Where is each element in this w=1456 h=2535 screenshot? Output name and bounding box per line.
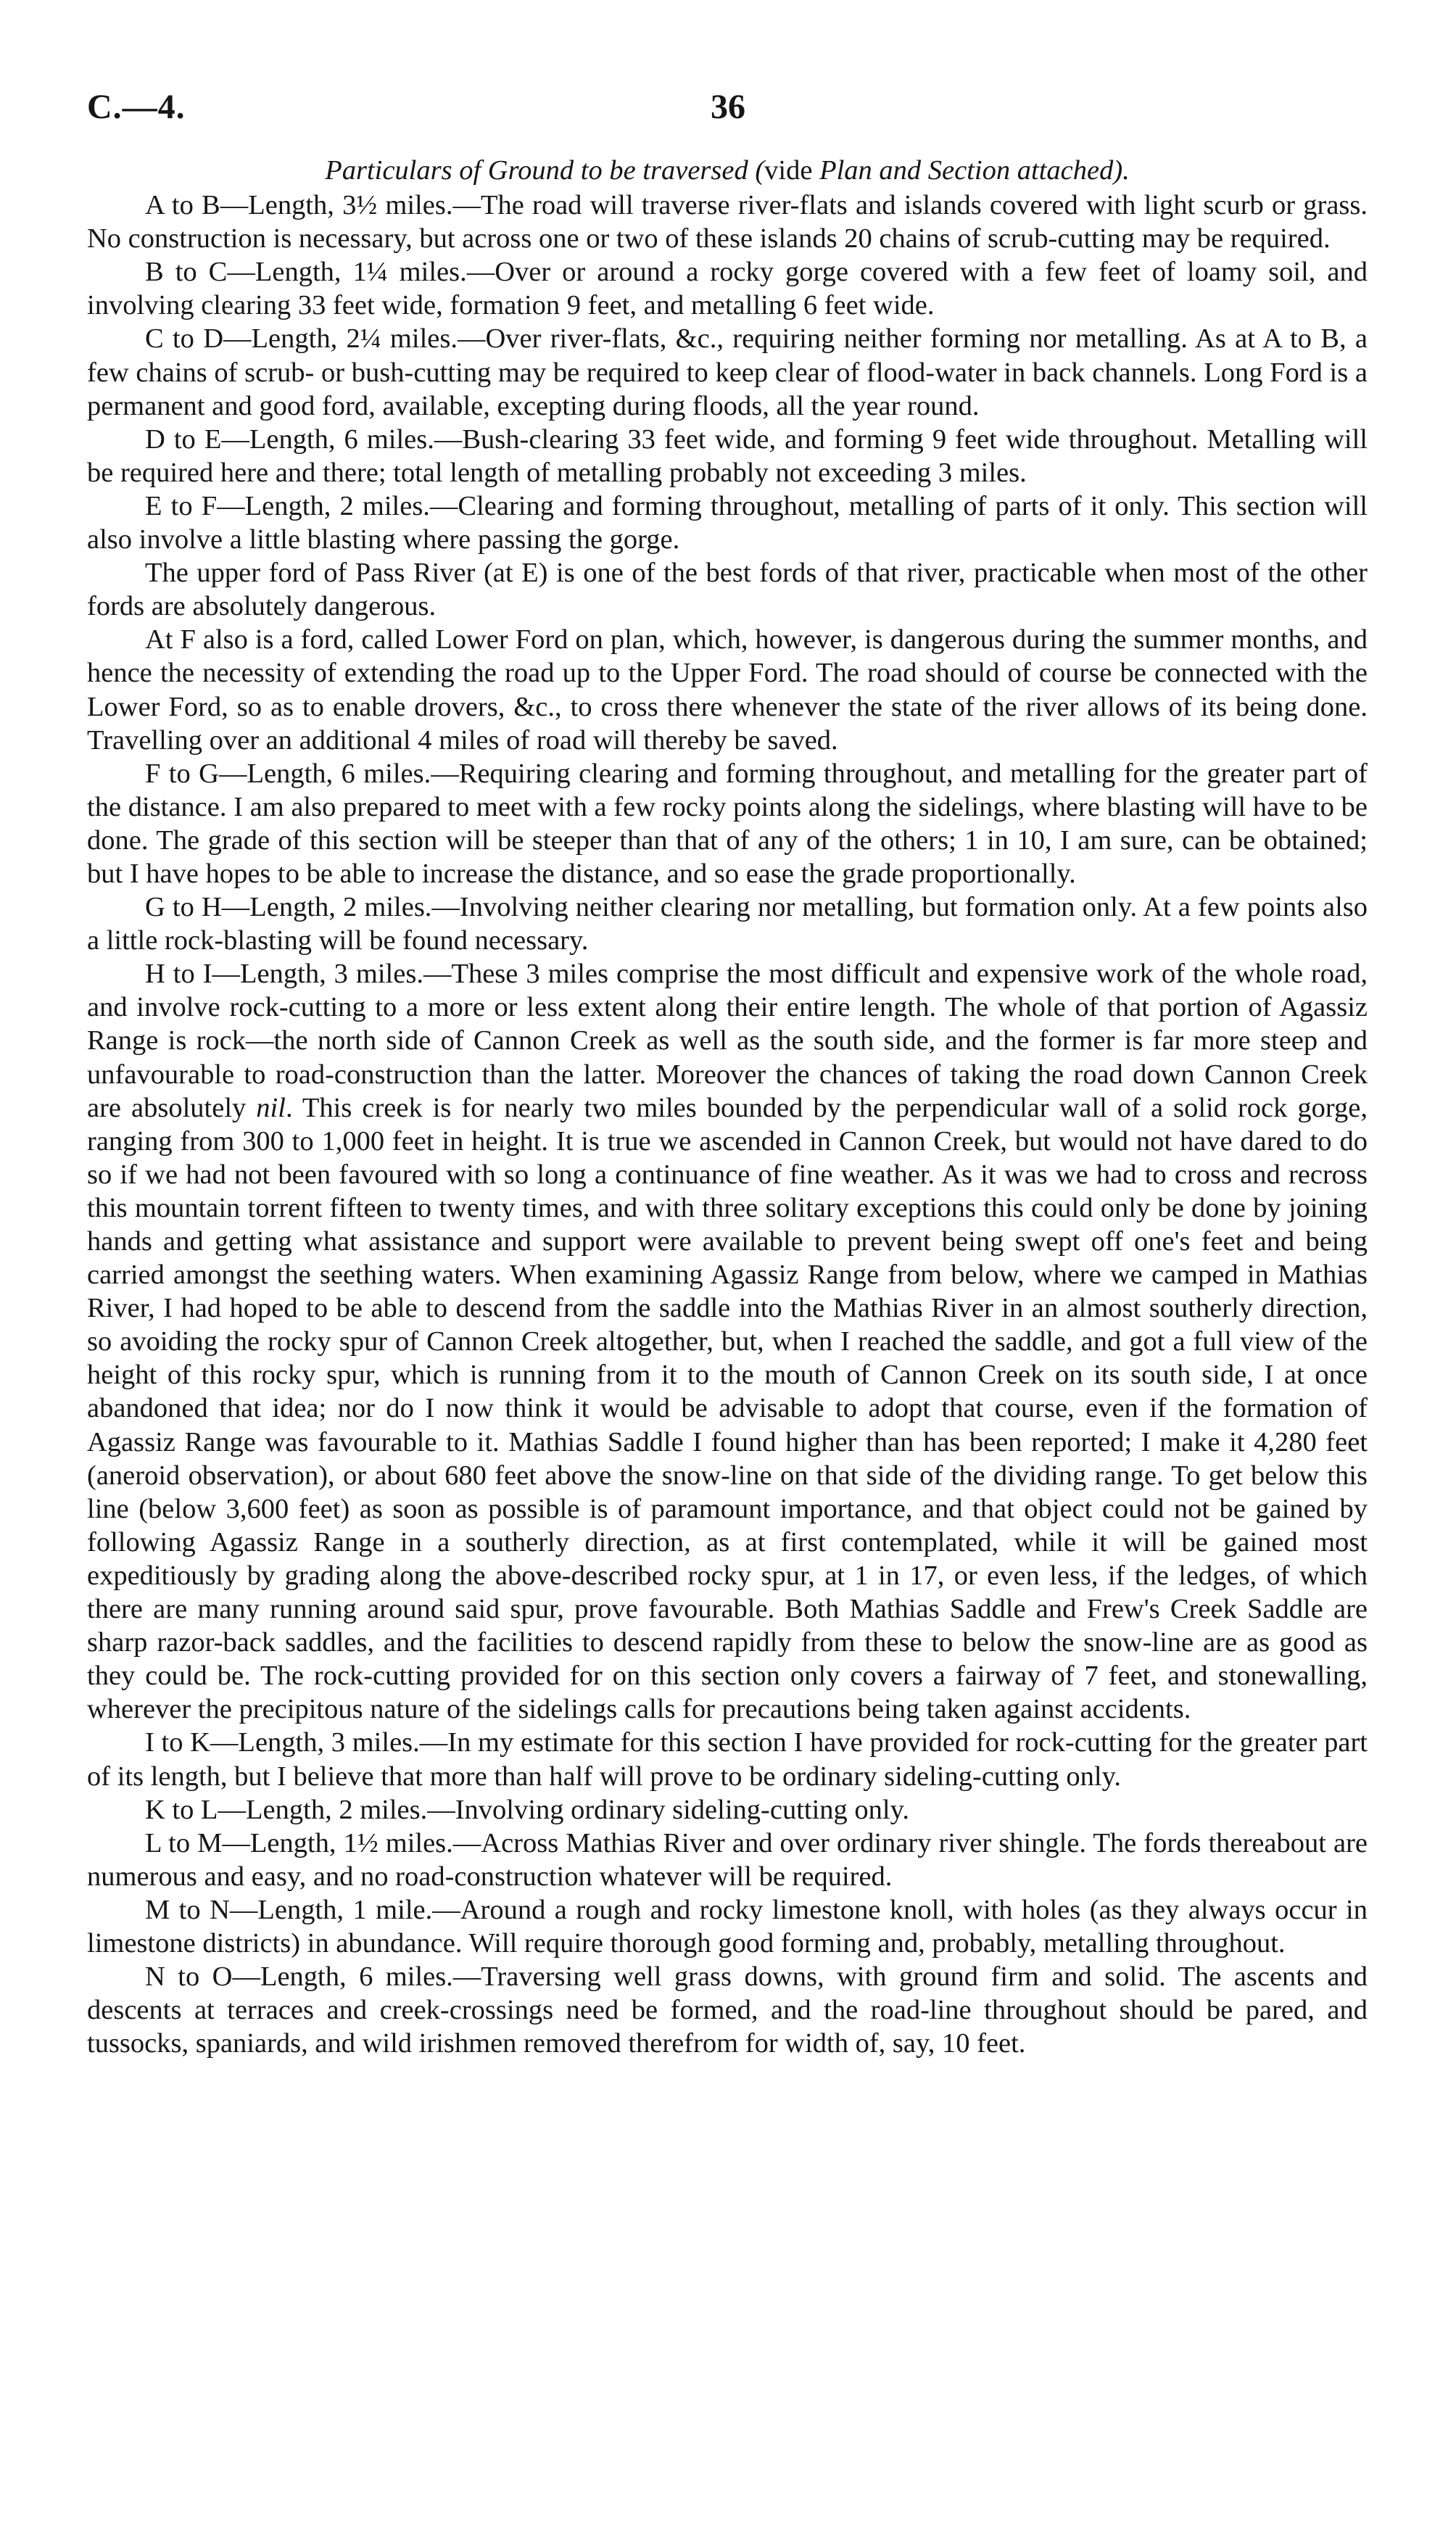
- paragraph-a-to-b: A to B—Length, 3½ miles.—The road will traverse river-flats and islands covered with light scurb or grass. No construction is necessary, but across one or two of these islands 20 chains of scrub-cutting may be required.: [87, 190, 1368, 255]
- h-to-i-text-start: H to I—Length, 3 miles.—These 3 miles comprise the most difficult and expensive work of the whole road, and involve rock-cutting to a more or less extent along their entire length. The whole of that portion of Agassiz Range is rock—the north side of Cannon Creek as well as the south side, and the former is far more steep and unfavourable to road-construction than the latter. Moreover the chances of taking the road down Cannon Creek are absolutely: [87, 959, 1368, 1123]
- page-header: [87, 87, 1369, 138]
- paragraph-g-to-h: G to H—Length, 2 miles.—Involving neither clearing nor metalling, but formation only. At a few points also a little rock-blasting will be found necessary.: [87, 892, 1368, 956]
- paragraph-lower-ford: At F also is a ford, called Lower Ford on plan, which, however, is dangerous during the summer months, and hence the necessity of extending the road up to the Upper Ford. The road should of course be connected with the Lower Ford, so as to enable drovers, &c., to cross there whenever the state of the river allows of its being done. Travelling over an additional 4 miles of road will thereby be saved.: [87, 624, 1368, 756]
- paragraph-m-to-n: M to N—Length, 1 mile.—Around a rough and rocky limestone knoll, with holes (as they always occur in limestone districts) in abundance. Will require thorough good forming and, probably, metalling throughout.: [87, 1894, 1368, 1959]
- paragraph-i-to-k: I to K—Length, 3 miles.—In my estimate for this section I have provided for rock-cutting for the greater part of its length, but I believe that more than half will prove to be ordinary sideling-cutting only.: [87, 1727, 1368, 1792]
- document-body: [87, 154, 1368, 2060]
- title-part-2: Plan and Section attached).: [812, 155, 1130, 186]
- paragraph-l-to-m: L to M—Length, 1½ miles.—Across Mathias River and over ordinary river shingle. The fords thereabout are numerous and easy, and no road-construction whatever will be required.: [87, 1827, 1368, 1892]
- section-title: [87, 154, 1368, 187]
- document-reference: C.—4.: [87, 88, 186, 126]
- paragraph-n-to-o: N to O—Length, 6 miles.—Traversing well grass downs, with ground firm and solid. The ascents and descents at terraces and creek-crossings need be formed, and the road-line throughout should be pared, and tussocks, spaniards, and wild irishmen removed therefrom for width of, say, 10 feet.: [87, 1961, 1368, 2059]
- paragraph-b-to-c: B to C—Length, 1¼ miles.—Over or around a rocky gorge covered with a few feet of loamy soil, and involving clearing 33 feet wide, formation 9 feet, and metalling 6 feet wide.: [87, 257, 1368, 321]
- h-to-i-emphasis: nil: [256, 1092, 286, 1123]
- paragraph-k-to-l: K to L—Length, 2 miles.—Involving ordinary sideling-cutting only.: [145, 1794, 909, 1825]
- paragraph-c-to-d: C to D—Length, 2¼ miles.—Over river-flats, &c., requiring neither forming nor metalling. As at A to B, a few chains of scrub- or bush-cutting may be required to keep clear of flood-water in back channels. Long Ford is a permanent and good ford, available, excepting during floods, all the year round.: [87, 323, 1368, 421]
- paragraph-upper-ford: The upper ford of Pass River (at E) is one of the best fords of that river, practicable when most of the other fords are absolutely dangerous.: [87, 558, 1368, 622]
- paragraph-f-to-g: F to G—Length, 6 miles.—Requiring clearing and forming throughout, and metalling for the greater part of the distance. I am also prepared to meet with a few rocky points along the sidelings, where blasting will have to be done. The grade of this section will be steeper than that of any of the others; 1 in 10, I am sure, can be obtained; but I have hopes to be able to increase the distance, and so ease the grade proportionally.: [87, 758, 1368, 889]
- page-number: 36: [711, 88, 745, 126]
- paragraph-d-to-e: D to E—Length, 6 miles.—Bush-clearing 33 feet wide, and forming 9 feet wide throughout. Metalling will be required here and there; total length of metalling probably not exceeding 3 miles.: [87, 423, 1368, 488]
- title-part-1: Particulars of Ground to be traversed (: [325, 155, 765, 186]
- title-vide: vide: [764, 155, 813, 186]
- paragraph-e-to-f: E to F—Length, 2 miles.—Clearing and forming throughout, metalling of parts of it only. This section will also involve a little blasting where passing the gorge.: [87, 490, 1368, 555]
- paragraph-h-to-i: [87, 957, 1368, 1726]
- h-to-i-text-end: . This creek is for nearly two miles bounded by the perpendicular wall of a solid rock gorge, ranging from 300 to 1,000 feet in height. It is true we ascended in Cannon Creek, but would not have dared to do so if we had not been favoured with so long a continuance of fine weather. As it was we had to cross and recross this mountain torrent fifteen to twenty times, and with three solitary exceptions this could only be done by joining hands and getting what assistance and support were available to prevent being swept off one's feet and being carried amongst the seething waters. When examining Agassiz Range from below, where we camped in Mathias River, I had hoped to be able to descend from the saddle into the Mathias River in an almost southerly direction, so avoiding the rocky spur of Cannon Creek altogether, but, when I reached the saddle, and got a full view of the height of this rocky spur, which is running from it to the mouth of Cannon Creek on its south side, I at once abandoned that idea; nor do I now think it would be advisable to adopt that course, even if the formation of Agassiz Range was favourable to it. Mathias Saddle I found higher than has been reported; I make it 4,280 feet (aneroid observation), or about 680 feet above the snow-line on that side of the dividing range. To get below this line (below 3,600 feet) as soon as possible is of paramount importance, and that object could not be gained by following Agassiz Range in a southerly direction, as at first contemplated, while it will be gained most expeditiously by grading along the above-described rocky spur, at 1 in 17, or even less, if the ledges, of which there are many running around said spur, prove favourable. Both Mathias Saddle and Frew's Creek Saddle are sharp razor-back saddles, and the facilities to descend rapidly from these to below the snow-line are as good as they could be. The rock-cutting provided for on this section only covers a fairway of 7 feet, and stonewalling, wherever the precipitous nature of the sidelings calls for precautions being taken against accidents.: [87, 1092, 1368, 1725]
